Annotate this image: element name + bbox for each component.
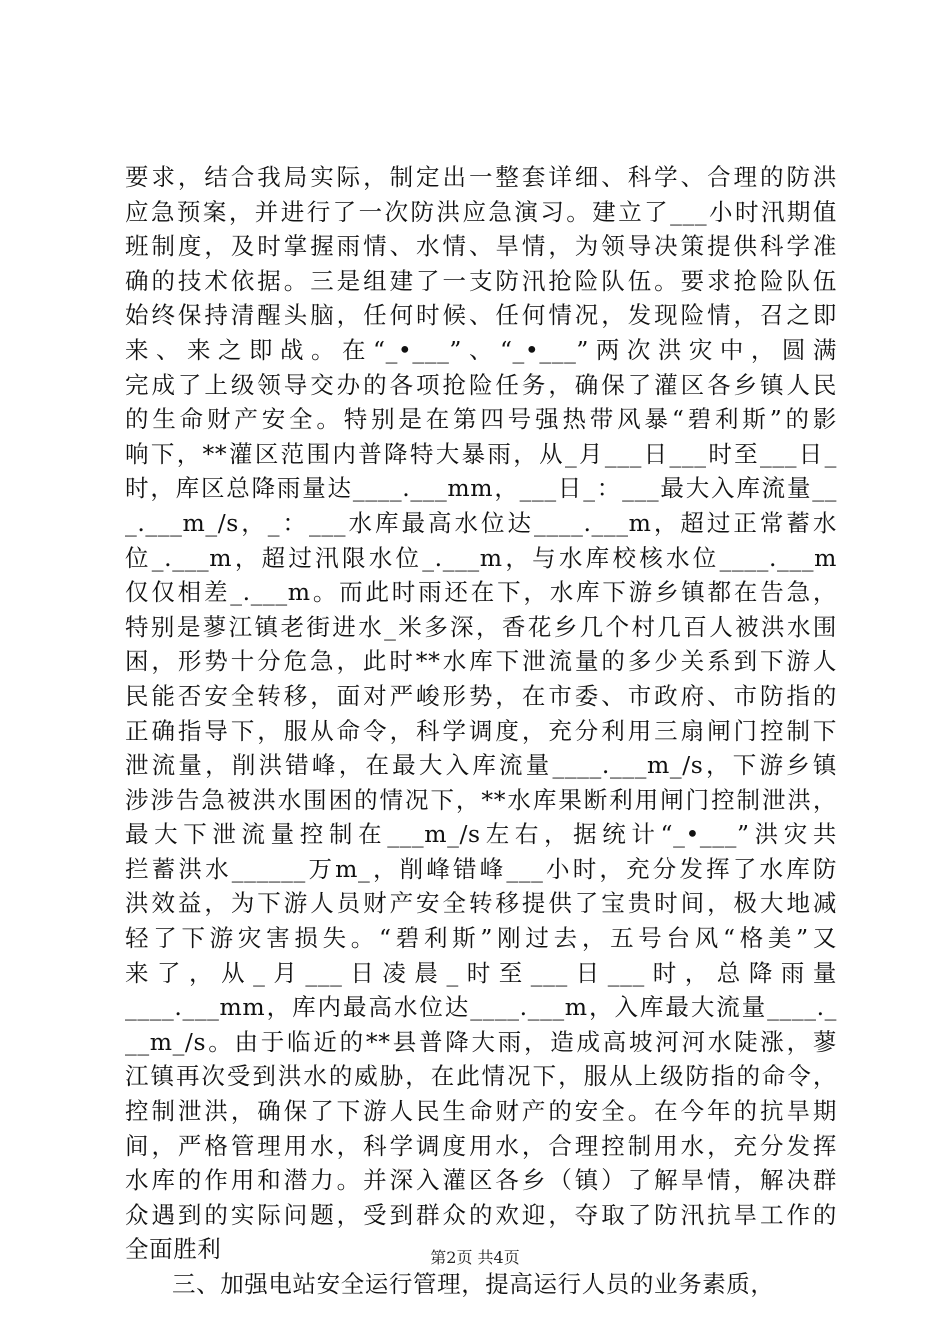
text-line: 拦蓄洪水______万m_，削峰错峰___小时，充分发挥了水库防 (125, 854, 837, 883)
section-heading-line: 三、加强电站安全运行管理，提高运行人员的业务素质， (172, 1270, 775, 1298)
text-line: 班制度，及时掌握雨情、水情、旱情，为领导决策提供科学准 (125, 232, 837, 261)
text-line: 控制泄洪，确保了下游人民生命财产的安全。在今年的抗旱期 (125, 1097, 837, 1126)
text-line: 间，严格管理用水，科学调度用水，合理控制用水，充分发挥 (125, 1131, 837, 1160)
text-line: 仅仅相差_.___m。而此时雨还在下，水库下游乡镇都在告急， (125, 578, 837, 607)
text-line: 全面胜利 (125, 1235, 222, 1264)
text-line: 时，库区总降雨量达____.___mm，___日_：___最大入库流量__ (125, 474, 837, 503)
text-line: 应急预案，并进行了一次防洪应急演习。建立了___小时汛期值 (125, 197, 837, 226)
text-line: 来了，从_月___日凌晨_时至___日___时，总降雨量 (125, 958, 837, 987)
text-line: 困，形势十分危急，此时**水库下泄流量的多少关系到下游人 (125, 647, 837, 676)
text-line: 水库的作用和潜力。并深入灌区各乡（镇）了解旱情，解决群 (125, 1166, 837, 1195)
text-line: 位_.___m，超过汛限水位_.___m，与水库校核水位____.___m (125, 543, 837, 572)
text-line: 泄流量，削洪错峰，在最大入库流量____.___m_/s，下游乡镇 (125, 751, 837, 780)
text-line: 来、来之即战。在“_•___”、“_•___”两次洪灾中，圆满 (125, 335, 837, 364)
text-line: 涉涉告急被洪水围困的情况下，**水库果断利用闸门控制泄洪， (125, 785, 837, 814)
text-line: 始终保持清醒头脑，任何时候、任何情况，发现险情，召之即 (125, 301, 837, 330)
text-line: ____.___mm，库内最高水位达____.___m，入库最大流量____._ (125, 993, 837, 1022)
text-line: 完成了上级领导交办的各项抢险任务，确保了灌区各乡镇人民 (125, 370, 837, 399)
text-line: 的生命财产安全。特别是在第四号强热带风暴“碧利斯”的影 (125, 405, 837, 434)
text-line: 民能否安全转移，面对严峻形势，在市委、市政府、市防指的 (125, 681, 837, 710)
text-line: 最大下泄流量控制在___m_/s左右，据统计“_•___”洪灾共 (125, 820, 837, 849)
body-text (125, 160, 837, 1302)
text-line: 响下，**灌区范围内普降特大暴雨，从_月___日___时至___日_ (125, 439, 837, 468)
page-footer: 第2页 共4页 (430, 1248, 520, 1267)
text-line: 要求，结合我局实际，制定出一整套详细、科学、合理的防洪 (125, 163, 837, 191)
text-line: 洪效益，为下游人员财产安全转移提供了宝贵时间，极大地减 (125, 889, 837, 918)
text-line: 特别是蓼江镇老街进水_米多深，香花乡几个村几百人被洪水围 (125, 612, 837, 641)
text-line: 正确指导下，服从命令，科学调度，充分利用三扇闸门控制下 (125, 716, 837, 745)
text-line: 轻了下游灾害损失。“碧利斯”刚过去，五号台风“格美”又 (125, 924, 837, 953)
text-line: 江镇再次受到洪水的威胁，在此情况下，服从上级防指的命令， (125, 1062, 837, 1091)
text-line: __m_/s。由于临近的**县普降大雨，造成高坡河河水陡涨，蓼 (125, 1027, 837, 1056)
text-line: _.___m_/s，_：___水库最高水位达____.___m，超过正常蓄水 (125, 508, 837, 537)
text-line: 确的技术依据。三是组建了一支防汛抢险队伍。要求抢险队伍 (125, 266, 837, 295)
text-line: 众遇到的实际问题，受到群众的欢迎，夺取了防汛抗旱工作的 (125, 1200, 837, 1229)
